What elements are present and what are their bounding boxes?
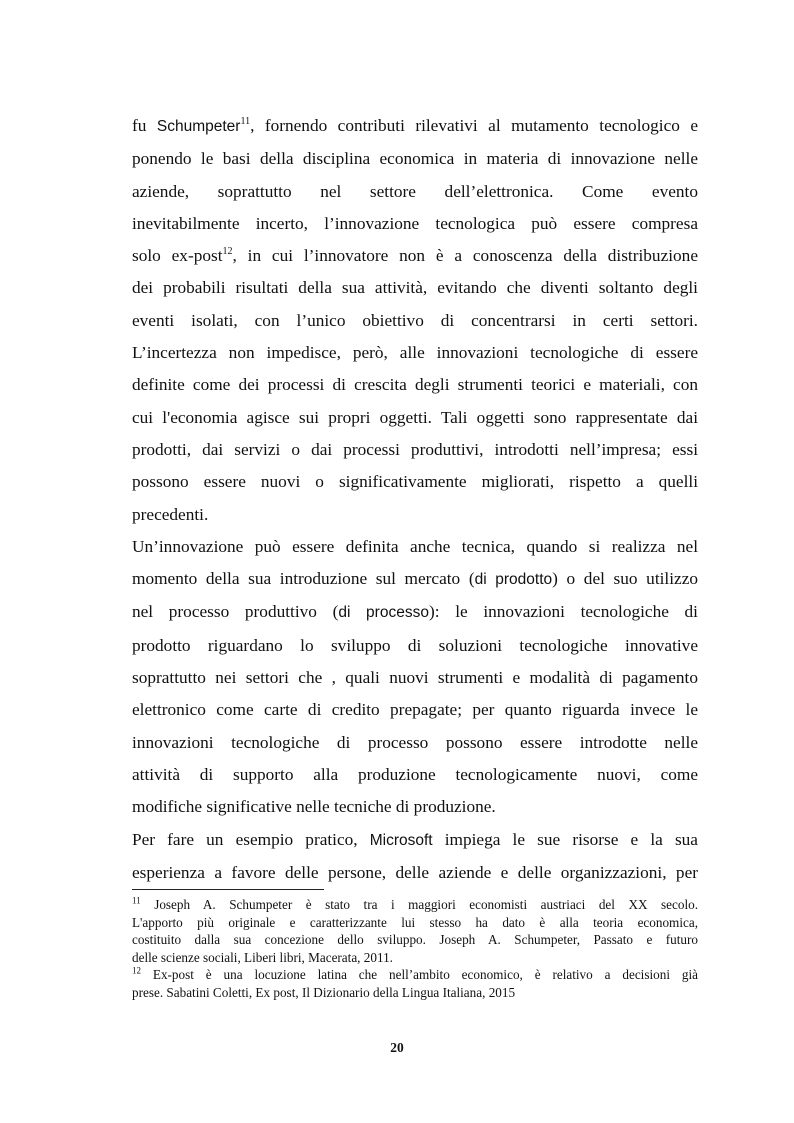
body-line-text: eventi isolati, con l’unico obiettivo di concentrarsi in certi settori. <box>132 310 698 330</box>
body-line <box>132 272 698 304</box>
emphasized-term: Schumpeter <box>156 118 241 135</box>
footnote-text: L'apporto più originale e caratterizzante lui stesso ha dato è alla teoria economica, <box>132 914 698 930</box>
footnote-reference[interactable]: 12 <box>222 246 233 258</box>
body-line-text: Un’innovazione può essere definita anche tecnica, quando si realizza nel <box>132 536 698 556</box>
footnote-number: 12 <box>132 965 141 976</box>
body-line-text: solo ex-post <box>132 246 223 266</box>
body-line <box>132 531 698 563</box>
body-line <box>132 402 698 434</box>
emphasized-term: Microsoft <box>369 831 433 849</box>
body-line-text: aziende, soprattutto nel settore dell’elettronica. Come evento <box>132 181 698 201</box>
body-line-text: innovazioni tecnologiche di processo possono essere introdotte nelle <box>132 732 698 752</box>
body-line <box>132 499 698 531</box>
body-line-text: precedenti. <box>132 504 209 524</box>
body-line <box>132 337 698 369</box>
footnotes <box>132 896 698 1002</box>
body-line-text: cui l'economia agisce sui propri oggetti. Tali oggetti sono rappresentate dai <box>132 407 698 427</box>
body-line <box>132 143 698 175</box>
body-line-text: L’incertezza non impedisce, però, alle innovazioni tecnologiche di essere <box>132 343 698 363</box>
body-line <box>132 110 698 143</box>
footnote-text: costituito dalla sua concezione dello sviluppo. Joseph A. Schumpeter, Passato e futuro <box>132 932 698 948</box>
footnote-text: Joseph A. Schumpeter è stato tra i maggiori economisti austriaci del XX secolo. <box>154 897 699 912</box>
body-line <box>132 630 698 662</box>
body-line <box>132 759 698 791</box>
body-line-text: elettronico come carte di credito prepagate; per quanto riguarda invece le <box>132 700 698 720</box>
body-line <box>132 176 698 208</box>
body-line-text: esperienza a favore delle persone, delle aziende e delle organizzazioni, per <box>132 862 698 882</box>
body-line-text: prodotto riguardano lo sviluppo di soluzioni tecnologiche innovative <box>132 635 698 655</box>
body-line <box>132 727 698 759</box>
footnote-line <box>132 984 698 1002</box>
page-number: 20 <box>390 1040 404 1055</box>
body-line-text: nel processo produttivo ( <box>132 602 339 622</box>
footnote-line <box>132 914 698 932</box>
body-line-text: momento della sua introduzione sul mercato ( <box>132 569 475 589</box>
body-line <box>132 434 698 466</box>
body-line <box>132 857 698 889</box>
emphasized-term: di prodotto <box>474 571 553 589</box>
footnote-line <box>132 966 698 984</box>
body-line-text: modifiche significative nelle tecniche di produzione. <box>132 797 496 817</box>
body-line-text: ) o del suo utilizzo <box>552 569 699 589</box>
body-line-text: soprattutto nei settori che , quali nuovi strumenti e modalità di pagamento <box>132 668 698 688</box>
body-line <box>132 694 698 726</box>
body-line <box>132 662 698 694</box>
body-line <box>132 305 698 337</box>
body-line-text: fu <box>132 116 157 135</box>
body-line <box>132 563 698 596</box>
body-line <box>132 208 698 240</box>
footnote-separator <box>132 889 324 890</box>
footnote-line <box>132 931 698 949</box>
body-line-text: attività di supporto alla produzione tecnologicamente nuovi, come <box>132 764 698 784</box>
body-line-text: prodotti, dai servizi o dai processi produttivi, introdotti nell’impresa; essi <box>132 439 698 459</box>
footnote-line <box>132 896 698 914</box>
body-text <box>132 110 698 889</box>
footnote-line <box>132 949 698 967</box>
body-line <box>132 596 698 629</box>
body-line-text: impiega le sue risorse e la sua <box>432 829 698 849</box>
body-line-text: ): le innovazioni tecnologiche di <box>428 602 698 622</box>
body-line-text: Per fare un esempio pratico, <box>132 829 370 849</box>
body-line-text: dei probabili risultati della sua attività, evitando che diventi soltanto degli <box>132 278 698 298</box>
body-line-text: , in cui l’innovatore non è a conoscenza della distribuzione <box>232 246 698 266</box>
body-line-text: definite come dei processi di crescita degli strumenti teorici e materiali, con <box>132 375 698 395</box>
body-line-text: inevitabilmente incerto, l’innovazione tecnologica può essere compresa <box>132 213 698 233</box>
body-line <box>132 466 698 498</box>
body-line <box>132 240 698 272</box>
body-line <box>132 369 698 401</box>
footnote-text: delle scienze sociali, Liberi libri, Macerata, 2011. <box>132 949 393 965</box>
emphasized-term: di processo <box>338 604 429 622</box>
body-line-text: , fornendo contributi rilevativi al mutamento tecnologico e <box>250 116 699 135</box>
footnote-reference[interactable]: 11 <box>240 116 251 128</box>
body-line-text: possono essere nuovi o significativamente migliorati, rispetto a quelli <box>132 472 698 492</box>
footnote-text: prese. Sabatini Coletti, Ex post, Il Dizionario della Lingua Italiana, 2015 <box>132 984 516 1000</box>
footnote-12 <box>132 966 698 1001</box>
body-line <box>132 791 698 823</box>
footnote-text: Ex-post è una locuzione latina che nell’ambito economico, è relativo a decisioni già <box>152 967 698 983</box>
body-line-text: ponendo le basi della disciplina economica in materia di innovazione nelle <box>132 149 698 169</box>
footnote-11 <box>132 896 698 966</box>
footnote-number: 11 <box>132 895 141 906</box>
body-line <box>132 824 698 857</box>
